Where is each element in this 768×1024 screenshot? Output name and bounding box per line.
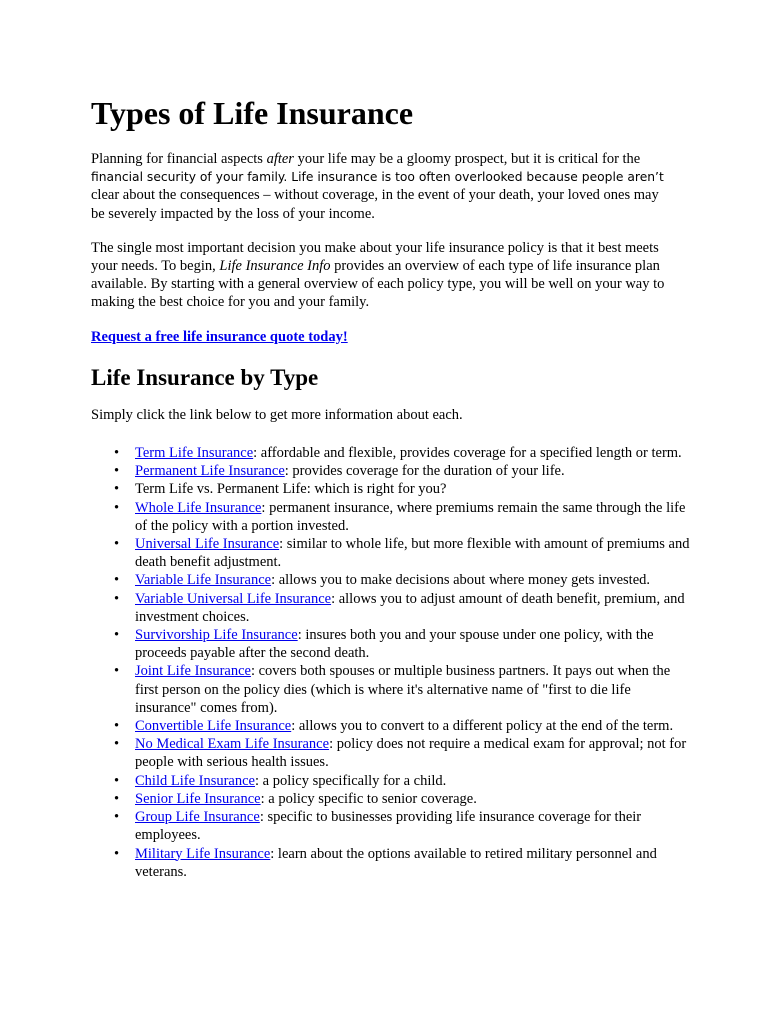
insurance-type-description: : affordable and flexible, provides coverage for a specified length or term. — [253, 445, 682, 462]
insurance-type-link[interactable]: Military Life Insurance — [135, 845, 271, 862]
intro-p1-text-b: your life may be a gloomy prospect, but it is critical for the — [293, 151, 641, 167]
insurance-type-link[interactable]: Survivorship Life Insurance — [135, 627, 298, 644]
insurance-type-link[interactable]: Universal Life Insurance — [135, 536, 280, 553]
intro-p1-text-c: clear about the consequences – without coverage, in the event of your death, your loved ones may be severely impacted by the loss of your income. — [91, 187, 659, 222]
list-item — [135, 772, 693, 790]
list-item — [135, 480, 693, 498]
insurance-type-description: : a policy specifically for a child. — [255, 772, 447, 789]
list-item — [135, 717, 693, 735]
list-item — [135, 590, 693, 626]
insurance-type-link[interactable]: Child Life Insurance — [135, 772, 255, 789]
intro-p1-emphasis: after — [266, 151, 294, 167]
list-item — [135, 845, 693, 881]
list-item — [135, 571, 693, 589]
page-title: Types of Life Insurance — [91, 95, 414, 131]
insurance-type-description: : allows you to convert to a different policy at the end of the term. — [291, 718, 674, 735]
free-quote-link[interactable]: Request a free life insurance quote today! — [91, 328, 348, 345]
list-item — [135, 462, 693, 480]
insurance-type-description: : allows you to make decisions about where money gets invested. — [271, 572, 651, 589]
intro-p2-text-a: The single most important decision you make about your life insurance policy is that it best meets your needs. To begin, — [91, 239, 659, 275]
insurance-type-link[interactable]: Term Life Insurance — [135, 445, 254, 462]
insurance-type-link[interactable]: Group Life Insurance — [135, 809, 260, 826]
list-item — [135, 444, 693, 462]
insurance-type-link[interactable]: Convertible Life Insurance — [135, 718, 292, 735]
insurance-type-link[interactable]: Permanent Life Insurance — [135, 463, 285, 480]
list-item — [135, 535, 693, 571]
list-item — [135, 499, 693, 535]
insurance-type-link[interactable]: No Medical Exam Life Insurance — [135, 736, 330, 753]
insurance-type-link[interactable]: Joint Life Insurance — [135, 663, 251, 680]
intro-p1-text-alt: financial security of your family. Life insurance is too often overlooked because people aren’t — [91, 170, 664, 185]
intro-paragraph-2 — [91, 239, 673, 312]
intro-p2-emphasis: Life Insurance Info — [219, 258, 331, 275]
list-item — [135, 662, 693, 717]
insurance-type-list — [91, 444, 693, 881]
insurance-type-description: : similar to whole life, but more flexible with amount of premiums and death benefit adjustment. — [135, 536, 690, 571]
insurance-type-link[interactable]: Variable Universal Life Insurance — [135, 590, 332, 607]
insurance-type-description: : a policy specific to senior coverage. — [260, 790, 477, 807]
insurance-type-link[interactable]: Senior Life Insurance — [135, 790, 261, 807]
insurance-type-description: : policy does not require a medical exam for approval; not for people with serious health issues. — [135, 736, 687, 771]
insurance-type-description: : insures both you and your spouse under one policy, with the proceeds payable after the second death. — [135, 627, 654, 662]
insurance-type-description: Term Life vs. Permanent Life: which is right for you? — [135, 481, 447, 498]
insurance-type-description: : learn about the options available to retired military personnel and veterans. — [135, 845, 657, 880]
intro-p2-text-b: provides an overview of each type of life insurance plan available. By starting with a general overview of each policy type, you will be well on your way to making the best choice for you and your family. — [91, 258, 665, 311]
cta-paragraph — [91, 328, 673, 346]
intro-p1-text-a: Planning for financial aspects — [91, 151, 267, 167]
insurance-type-description: : allows you to adjust amount of death benefit, premium, and investment choices. — [135, 590, 685, 625]
list-item — [135, 790, 693, 808]
insurance-type-link[interactable]: Whole Life Insurance — [135, 499, 262, 516]
list-item — [135, 808, 693, 844]
section-intro: Simply click the link below to get more information about each. — [91, 406, 463, 423]
insurance-type-link[interactable]: Variable Life Insurance — [135, 572, 272, 589]
insurance-type-description: : specific to businesses providing life insurance coverage for their employees. — [135, 809, 642, 844]
insurance-type-description: : permanent insurance, where premiums remain the same through the life of the policy with a portion invested. — [135, 499, 686, 534]
insurance-type-description: : covers both spouses or multiple business partners. It pays out when the first person on the policy dies (which is where it's alternative name of "first to die life insurance" comes from). — [135, 663, 671, 716]
list-item — [135, 735, 693, 771]
section-title: Life Insurance by Type — [91, 364, 319, 390]
insurance-type-description: : provides coverage for the duration of your life. — [284, 463, 565, 480]
intro-paragraph-1 — [91, 150, 673, 223]
list-item — [135, 626, 693, 662]
